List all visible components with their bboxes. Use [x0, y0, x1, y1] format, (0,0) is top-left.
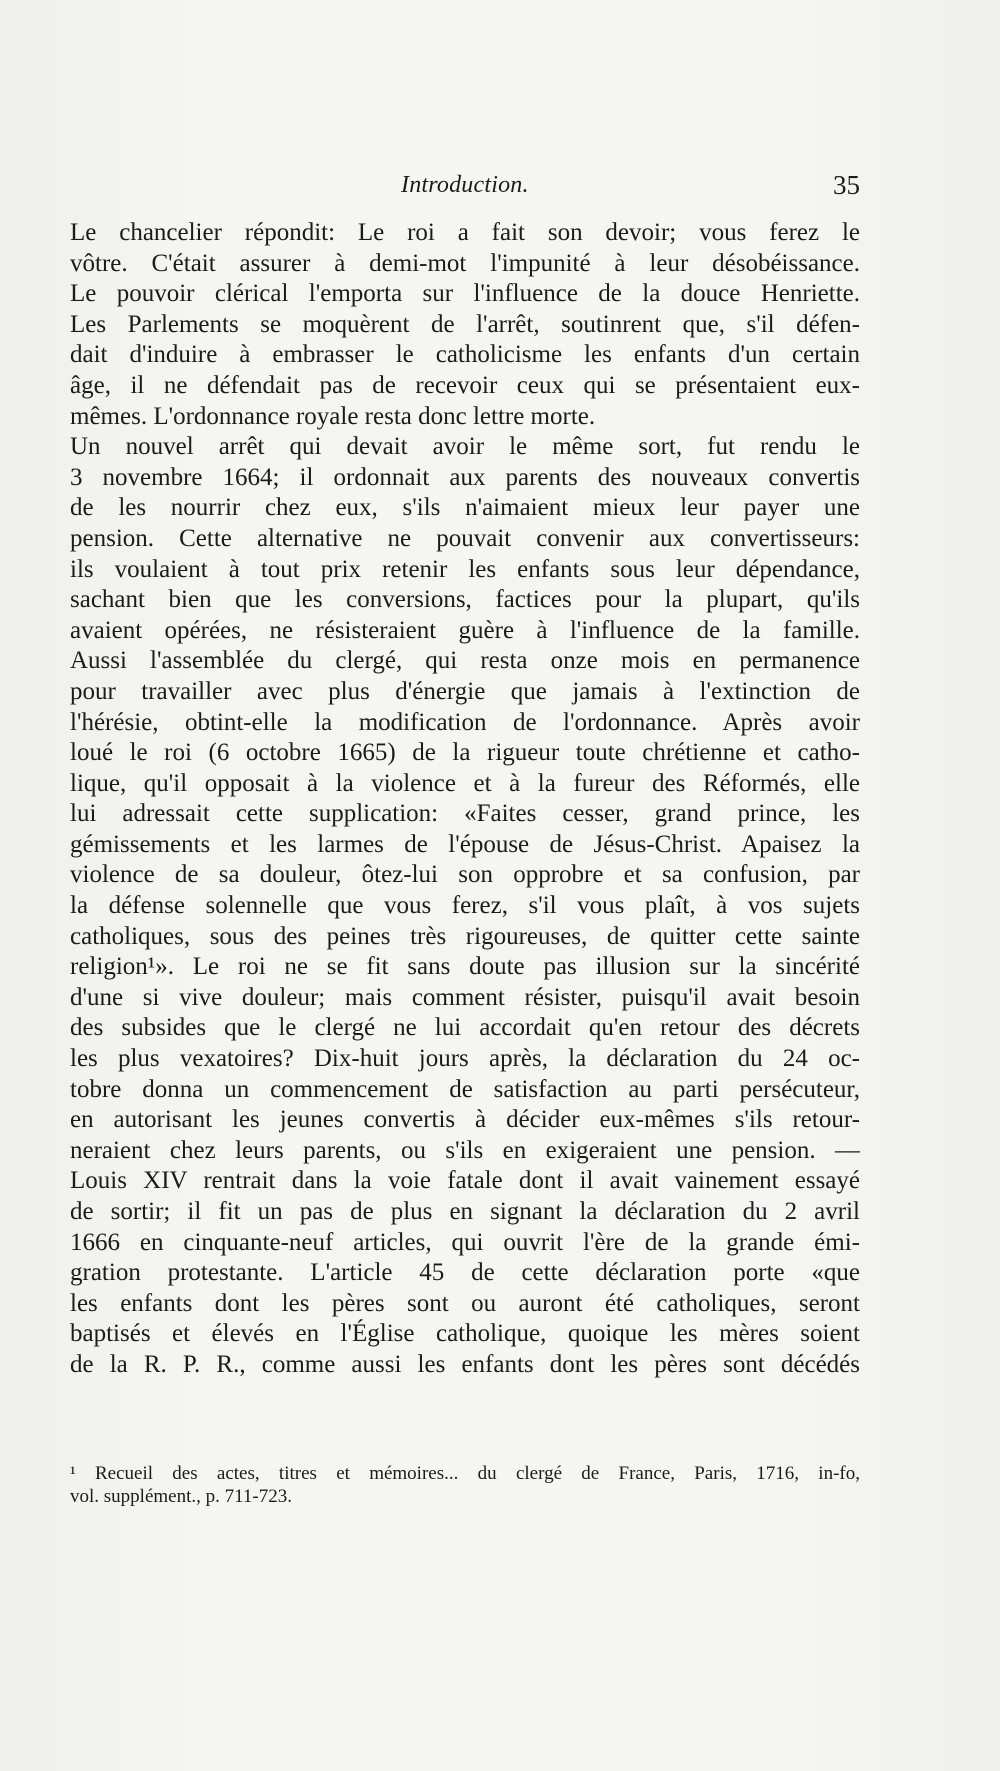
text-line: ils voulaient à tout prix retenir les enfants sous leur dépendance, — [70, 555, 860, 583]
text-line: gémissements et les larmes de l'épouse de Jésus-Christ. Apaisez la — [70, 830, 860, 858]
text-line: d'une si vive douleur; mais comment résister, puisqu'il avait besoin — [70, 983, 860, 1011]
text-line: pension. Cette alternative ne pouvait convenir aux convertisseurs: — [70, 524, 860, 552]
text-line: les enfants dont les pères sont ou auront été catholiques, seront — [70, 1289, 860, 1317]
text-line: 1666 en cinquante-neuf articles, qui ouvrit l'ère de la grande émi- — [70, 1228, 860, 1256]
text-line: 3 novembre 1664; il ordonnait aux parents des nouveaux convertis — [70, 463, 860, 491]
text-line: Louis XIV rentrait dans la voie fatale dont il avait vainement essayé — [70, 1167, 860, 1195]
page-header — [66, 172, 866, 212]
text-line: gration protestante. L'article 45 de cette déclaration porte «que — [70, 1259, 860, 1287]
text-line: de la R. P. R., comme aussi les enfants dont les pères sont décédés — [70, 1350, 860, 1378]
footnote-line: vol. supplément., p. 711-723. — [70, 1486, 292, 1507]
text-line: de sortir; il fit un pas de plus en signant la déclaration du 2 avril — [70, 1198, 860, 1225]
text-line: pour travailler avec plus d'énergie que jamais à l'extinction de — [70, 677, 860, 705]
text-line: Les Parlements se moquèrent de l'arrêt, soutinrent que, s'il défen- — [70, 310, 860, 338]
text-line: des subsides que le clergé ne lui accordait qu'en retour des décrets — [70, 1014, 860, 1042]
text-line: les plus vexatoires? Dix-huit jours après, la déclaration du 24 oc- — [70, 1045, 860, 1073]
text-line: l'hérésie, obtint-elle la modification de l'ordonnance. Après avoir — [70, 708, 860, 736]
text-line: vôtre. C'était assurer à demi-mot l'impunité à leur désobéissance. — [70, 249, 860, 277]
text-line: religion¹». Le roi ne se fit sans doute pas illusion sur la sincérité — [70, 953, 860, 981]
text-line: de les nourrir chez eux, s'ils n'aimaient mieux leur payer une — [70, 494, 860, 522]
text-line: dait d'induire à embrasser le catholicisme les enfants d'un certain — [70, 341, 860, 369]
text-line: tobre donna un commencement de satisfaction au parti persécuteur, — [70, 1075, 860, 1103]
text-line: âge, il ne défendait pas de recevoir ceux qui se présentaient eux- — [70, 371, 860, 399]
page-number: 35 — [833, 170, 860, 200]
text-line: mêmes. L'ordonnance royale resta donc lettre morte. — [70, 402, 596, 430]
text-line: neraient chez leurs parents, ou s'ils en exigeraient une pension. — — [70, 1136, 860, 1164]
text-line: lique, qu'il opposait à la violence et à la fureur des Réformés, elle — [70, 769, 860, 797]
text-line: baptisés et élevés en l'Église catholique, quoique les mères soient — [70, 1320, 860, 1348]
text-line: violence de sa douleur, ôtez-lui son opprobre et sa confusion, par — [70, 861, 860, 889]
text-line: lui adressait cette supplication: «Faites cesser, grand prince, les — [70, 800, 860, 828]
body-text — [70, 218, 860, 1381]
running-title: Introduction. — [401, 172, 529, 198]
text-line: loué le roi (6 octobre 1665) de la rigueur toute chrétienne et catho- — [70, 739, 860, 767]
text-line: Le chancelier répondit: Le roi a fait son devoir; vous ferez le — [70, 219, 860, 246]
footnote — [70, 1462, 860, 1508]
text-line: la défense solennelle que vous ferez, s'il vous plaît, à vos sujets — [70, 892, 860, 920]
text-line: en autorisant les jeunes convertis à décider eux-mêmes s'ils retour- — [70, 1106, 860, 1134]
text-line: sachant bien que les conversions, factices pour la plupart, qu'ils — [70, 586, 860, 614]
text-line: Aussi l'assemblée du clergé, qui resta onze mois en permanence — [70, 647, 860, 675]
footnote-line: ¹ Recueil des actes, titres et mémoires... du clergé de France, Paris, 1716, in-fo, — [70, 1463, 860, 1484]
text-line: Le pouvoir clérical l'emporta sur l'influence de la douce Henriette. — [70, 280, 860, 308]
text-line: catholiques, sous des peines très rigoureuses, de quitter cette sainte — [70, 922, 860, 950]
text-line: Un nouvel arrêt qui devait avoir le même sort, fut rendu le — [70, 433, 860, 461]
text-line: avaient opérées, ne résisteraient guère à l'influence de la famille. — [70, 616, 860, 644]
